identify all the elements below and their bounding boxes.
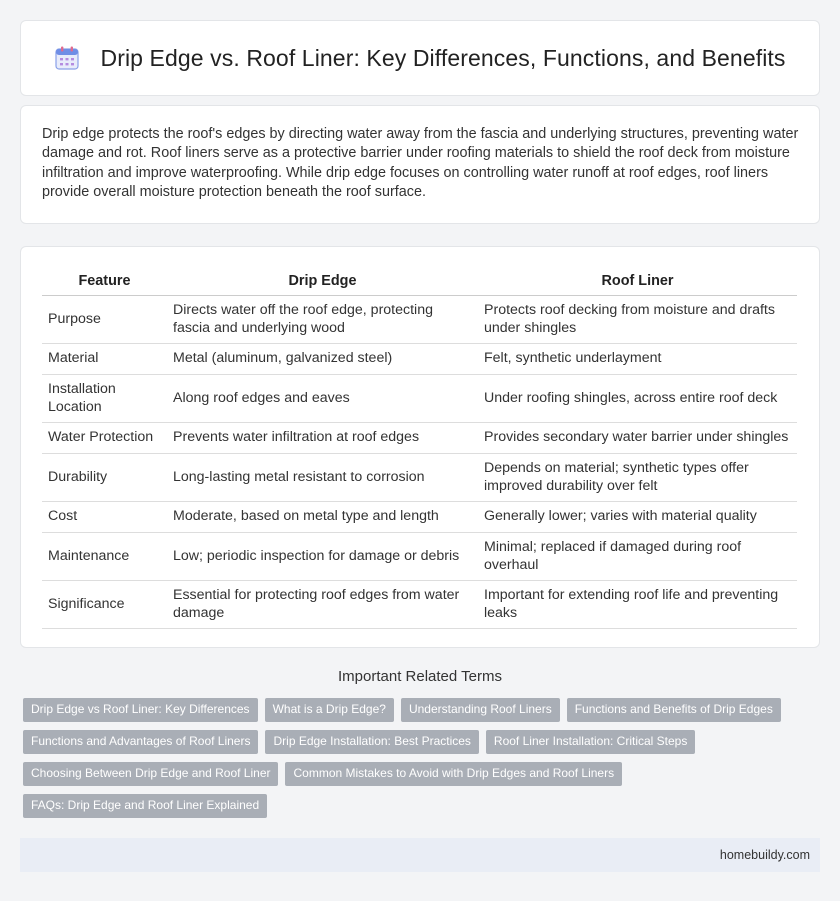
- header-drip-edge: Drip Edge: [167, 265, 478, 296]
- related-term-link[interactable]: Common Mistakes to Avoid with Drip Edges and Roof Liners: [285, 762, 622, 786]
- intro-text: Drip edge protects the roof's edges by directing water away from the fascia and underlying structures, preventing water damage and rot. Roof liners serve as a protective barrier under roofing materials to shield the roof deck from moisture infiltration and improve waterproofing. While drip edge focuses on controlling water runoff at roof edges, roof liners provide overall moisture protection beneath the roof surface.: [42, 126, 799, 200]
- drip-edge-cell: Low; periodic inspection for damage or debris: [167, 533, 478, 581]
- table-row: [42, 344, 797, 375]
- feature-cell: Durability: [42, 454, 167, 502]
- roof-liner-cell: Under roofing shingles, across entire roof deck: [478, 375, 797, 423]
- drip-edge-cell: Metal (aluminum, galvanized steel): [167, 344, 478, 375]
- table-row: [42, 375, 797, 423]
- header-feature: Feature: [42, 265, 167, 296]
- table-row: [42, 533, 797, 581]
- roof-liner-cell: Depends on material; synthetic types offer improved durability over felt: [478, 454, 797, 502]
- table-header-row: [42, 265, 797, 296]
- related-term-link[interactable]: Drip Edge Installation: Best Practices: [265, 730, 478, 754]
- table-row: [42, 423, 797, 454]
- header-roof-liner: Roof Liner: [478, 265, 797, 296]
- feature-cell: Material: [42, 344, 167, 375]
- feature-cell: Significance: [42, 581, 167, 629]
- intro-card: [20, 105, 820, 224]
- table-row: [42, 296, 797, 344]
- footer: [20, 838, 820, 872]
- page-title: Drip Edge vs. Roof Liner: Key Differences, Functions, and Benefits: [100, 44, 786, 71]
- feature-cell: Cost: [42, 502, 167, 533]
- roof-liner-cell: Important for extending roof life and preventing leaks: [478, 581, 797, 629]
- feature-cell: Water Protection: [42, 423, 167, 454]
- drip-edge-cell: Directs water off the roof edge, protecting fascia and underlying wood: [167, 296, 478, 344]
- drip-edge-cell: Essential for protecting roof edges from water damage: [167, 581, 478, 629]
- page-header: [20, 20, 820, 96]
- related-term-link[interactable]: Functions and Benefits of Drip Edges: [567, 698, 781, 722]
- calendar-icon: [54, 45, 80, 71]
- roof-liner-cell: Minimal; replaced if damaged during roof overhaul: [478, 533, 797, 581]
- related-term-link[interactable]: FAQs: Drip Edge and Roof Liner Explained: [23, 794, 267, 818]
- related-term-link[interactable]: Drip Edge vs Roof Liner: Key Differences: [23, 698, 258, 722]
- roof-liner-cell: Protects roof decking from moisture and drafts under shingles: [478, 296, 797, 344]
- related-terms-list: [23, 698, 818, 826]
- comparison-table: [42, 265, 797, 629]
- footer-site-link[interactable]: homebuildy.com: [719, 848, 810, 863]
- comparison-card: [20, 246, 820, 648]
- table-row: [42, 581, 797, 629]
- related-term-link[interactable]: Understanding Roof Liners: [401, 698, 560, 722]
- related-term-link[interactable]: Choosing Between Drip Edge and Roof Liner: [23, 762, 278, 786]
- related-term-link[interactable]: Roof Liner Installation: Critical Steps: [486, 730, 695, 754]
- roof-liner-cell: Provides secondary water barrier under shingles: [478, 423, 797, 454]
- related-term-link[interactable]: What is a Drip Edge?: [265, 698, 394, 722]
- feature-cell: Maintenance: [42, 533, 167, 581]
- feature-cell: Purpose: [42, 296, 167, 344]
- roof-liner-cell: Felt, synthetic underlayment: [478, 344, 797, 375]
- table-row: [42, 502, 797, 533]
- related-term-link[interactable]: Functions and Advantages of Roof Liners: [23, 730, 258, 754]
- roof-liner-cell: Generally lower; varies with material quality: [478, 502, 797, 533]
- related-terms-title: Important Related Terms: [338, 668, 502, 686]
- drip-edge-cell: Long-lasting metal resistant to corrosion: [167, 454, 478, 502]
- drip-edge-cell: Prevents water infiltration at roof edges: [167, 423, 478, 454]
- drip-edge-cell: Along roof edges and eaves: [167, 375, 478, 423]
- drip-edge-cell: Moderate, based on metal type and length: [167, 502, 478, 533]
- table-row: [42, 454, 797, 502]
- feature-cell: Installation Location: [42, 375, 167, 423]
